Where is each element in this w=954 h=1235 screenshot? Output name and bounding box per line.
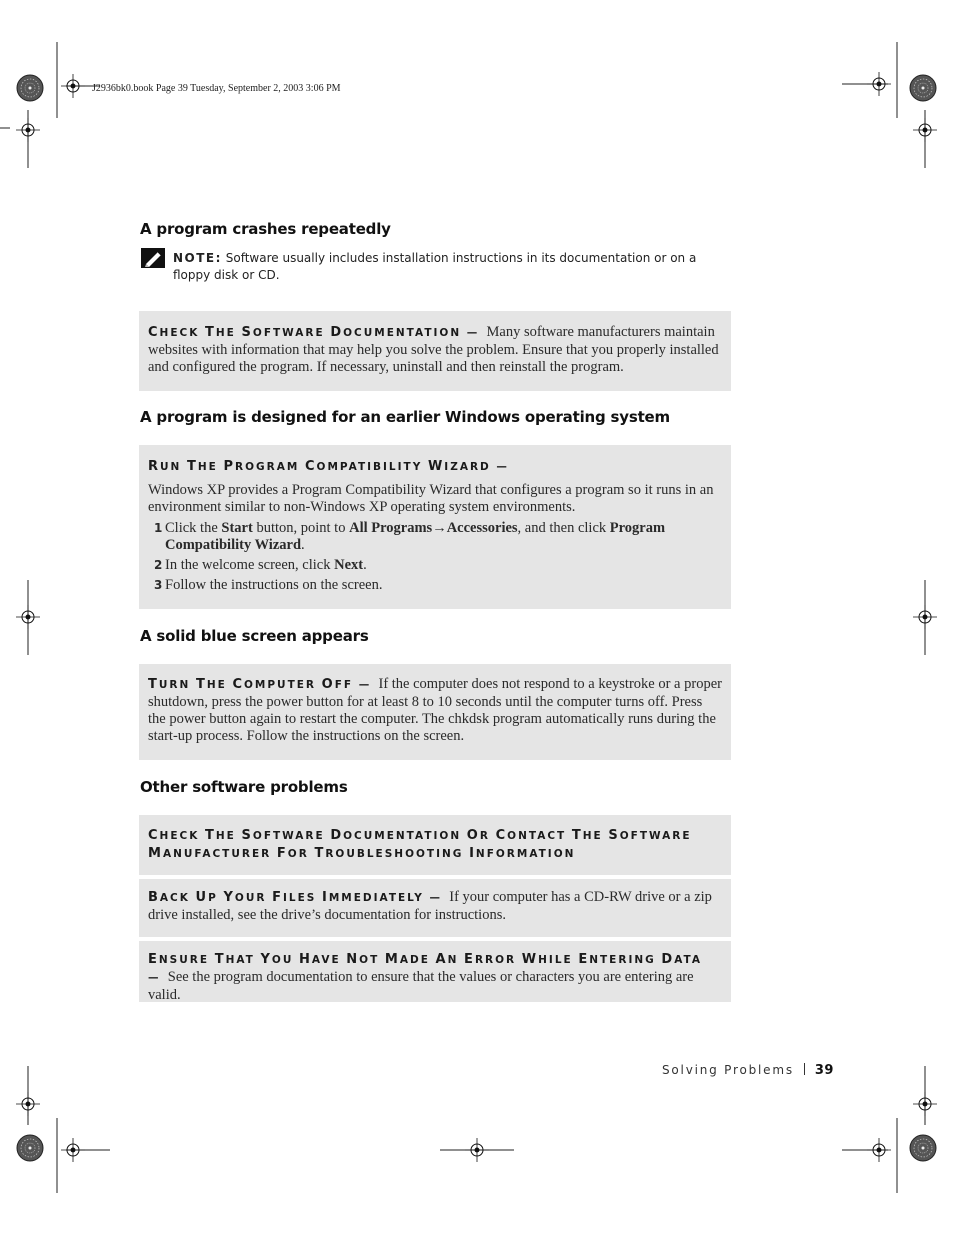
step-3: 3 Follow the instructions on the screen. [154,577,383,593]
page-footer [662,1063,834,1078]
tip-box-check-docs [139,311,731,391]
note-pencil-icon [141,248,165,268]
heading-earlier-windows: A program is designed for an earlier Windows operating system [140,408,670,426]
tip-box-turn-off [139,664,731,760]
tip-lead: RUN THE PROGRAM COMPATIBILITY WIZARD — [148,459,509,474]
tip-box-backup [139,879,731,937]
tip-lead: ENSURE THAT YOU HAVE NOT MADE AN ERROR WHILE ENTERING DATA — [148,952,703,984]
footer-section-name: Solving Problems [662,1063,794,1077]
tip-lead: CHECK THE SOFTWARE DOCUMENTATION OR CONTACT THE SOFTWARE MANUFACTURER FOR TROUBLESHOOTING INFORMATION [148,828,692,861]
tip-box-contact-manufacturer [139,815,731,875]
note-label: NOTE: [173,251,222,265]
tip-text: See the program documentation to ensure that the values or characters you are entering are valid. [148,969,694,1003]
note-body: Software usually includes installation instructions in its documentation or on a floppy disk or CD. [173,251,697,282]
heading-program-crashes: A program crashes repeatedly [140,220,391,238]
heading-other-problems: Other software problems [140,778,348,796]
note-text [173,250,733,284]
tip-text: If your computer has a CD-RW drive or a zip drive installed, see the drive’s documentation for instructions. [148,889,712,923]
page-number: 39 [814,1063,834,1078]
tip-text: If the computer does not respond to a keystroke or a proper shutdown, press the power button for at least 8 to 10 seconds until the computer turns off. Press the power button again to restart the computer. The chkdsk program automatically runs during the start-up process. Follow the instructions on the screen. [148,676,722,744]
heading-blue-screen: A solid blue screen appears [140,627,369,645]
tip-text: Many software manufacturers maintain websites with information that may help you solve the problem. Ensure that you properly installed and configured the program. If necessary, uninstall and then reinstall the program. [148,324,719,375]
print-slug: J2936bk0.book Page 39 Tuesday, September 2, 2003 3:06 PM [92,83,341,94]
tip-lead: CHECK THE SOFTWARE DOCUMENTATION — [148,325,480,340]
tip-lead: TURN THE COMPUTER OFF — [148,677,372,692]
tip-lead: BACK UP YOUR FILES IMMEDIATELY — [148,890,442,905]
tip-box-compat-wizard [139,445,731,609]
footer-divider [804,1063,805,1075]
steps-list [148,520,722,594]
tip-box-data-entry [139,941,731,1002]
step-1: 1 Click the Start button, point to All Programs→Accessories, and then click Program Compatibility Wizard. [154,520,666,553]
tip-text: Windows XP provides a Program Compatibility Wizard that configures a program so it runs in an environment similar to non-Windows XP operating system environments. [148,482,714,515]
step-2: 2 In the welcome screen, click Next. [154,557,367,573]
